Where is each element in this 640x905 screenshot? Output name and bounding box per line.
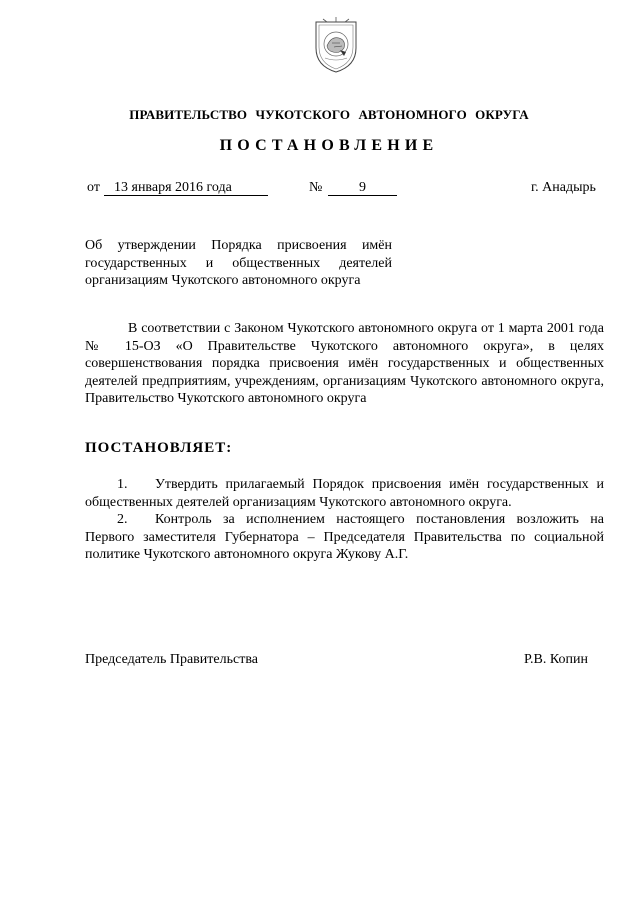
document-date: 13 января 2016 года [104, 180, 268, 196]
document-type: ПОСТАНОВЛЕНИЕ [219, 137, 439, 154]
resolution-item [85, 476, 604, 511]
signatory-role: Председатель Правительства [85, 652, 258, 667]
date-label: от [87, 180, 100, 195]
signatory-name: Р.В. Копин [524, 652, 588, 667]
document-meta [0, 180, 640, 200]
document-place: г. Анадырь [531, 180, 596, 195]
number-label: № [309, 180, 323, 195]
document-subject: Об утверждении Порядка присвоения имён государственных и общественных деятелей организациям Чукотского автономного округа [85, 238, 392, 288]
item-text: Контроль за исполнением настоящего постановления возложить на Первого заместителя Губернатора – Председателя Правительства по социальной политике Чукотского автономного округа Жукову А.Г. [85, 512, 604, 562]
coat-of-arms-icon [313, 16, 359, 74]
resolve-heading: ПОСТАНОВЛЯЕТ: [85, 440, 233, 456]
resolution-items [85, 476, 604, 564]
government-title: ПРАВИТЕЛЬСТВО ЧУКОТСКОГО АВТОНОМНОГО ОКРУГА [129, 107, 529, 122]
item-number: 2. [117, 512, 128, 527]
document-number: 9 [328, 180, 397, 196]
resolution-item [85, 511, 604, 564]
item-text: Утвердить прилагаемый Порядок присвоения имён государственных и общественных деятелей организациям Чукотского автономного округа. [85, 477, 604, 510]
item-number: 1. [117, 477, 128, 492]
preamble-paragraph: В соответствии с Законом Чукотского автономного округа от 1 марта 2001 года № 15-ОЗ «О Правительстве Чукотского автономного округа», в целях совершенствования порядка присвоения имён государственных и общественных деятелей предприятиям, учреждениям, организациям Чукотского автономного округа, Правительство Чукотского автономного округа [85, 321, 604, 406]
